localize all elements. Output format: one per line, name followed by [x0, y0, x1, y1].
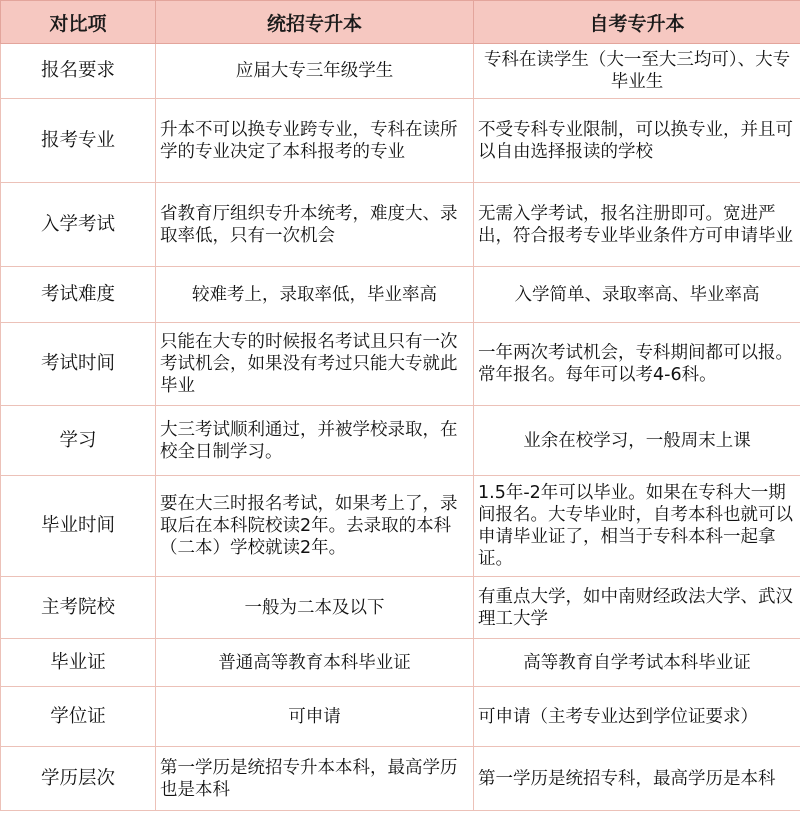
tongzhao-cell: 只能在大专的时候报名考试且只有一次考试机会，如果没有考过只能大专就此毕业 [156, 323, 474, 406]
tongzhao-cell: 应届大专三年级学生 [156, 44, 474, 99]
header-item: 对比项 [1, 1, 156, 44]
table-row [1, 577, 800, 639]
table-row [1, 639, 800, 687]
header-tongzhao: 统招专升本 [156, 1, 474, 44]
table-row [1, 267, 800, 323]
zikao-cell: 入学简单、录取率高、毕业率高 [474, 267, 800, 323]
tongzhao-cell: 普通高等教育本科毕业证 [156, 639, 474, 687]
zikao-cell: 1.5年-2年可以毕业。如果在专科大一期间报名。大专毕业时，自考本科也就可以申请毕业证了，相当于专科本科一起拿证。 [474, 476, 800, 577]
tongzhao-cell: 第一学历是统招专升本本科，最高学历也是本科 [156, 747, 474, 811]
table-row [1, 323, 800, 406]
zikao-cell: 专科在读学生（大一至大三均可）、大专毕业生 [474, 44, 800, 99]
row-label: 学位证 [1, 687, 156, 747]
table-row [1, 44, 800, 99]
row-label: 报考专业 [1, 99, 156, 183]
tongzhao-cell: 大三考试顺利通过，并被学校录取，在校全日制学习。 [156, 406, 474, 476]
row-label: 主考院校 [1, 577, 156, 639]
table-row [1, 687, 800, 747]
table-row [1, 183, 800, 267]
row-label: 报名要求 [1, 44, 156, 99]
row-label: 考试难度 [1, 267, 156, 323]
tongzhao-cell: 省教育厅组织专升本统考，难度大、录取率低，只有一次机会 [156, 183, 474, 267]
zikao-cell: 无需入学考试，报名注册即可。宽进严出，符合报考专业毕业条件方可申请毕业 [474, 183, 800, 267]
row-label: 考试时间 [1, 323, 156, 406]
table-row [1, 99, 800, 183]
tongzhao-cell: 要在大三时报名考试，如果考上了，录取后在本科院校读2年。去录取的本科（二本）学校就读2年。 [156, 476, 474, 577]
row-label: 学习 [1, 406, 156, 476]
tongzhao-cell: 一般为二本及以下 [156, 577, 474, 639]
zikao-cell: 第一学历是统招专科，最高学历是本科 [474, 747, 800, 811]
tongzhao-cell: 升本不可以换专业跨专业，专科在读所学的专业决定了本科报考的专业 [156, 99, 474, 183]
zikao-cell: 不受专科专业限制，可以换专业，并且可以自由选择报读的学校 [474, 99, 800, 183]
table-row [1, 476, 800, 577]
row-label: 毕业时间 [1, 476, 156, 577]
tongzhao-cell: 可申请 [156, 687, 474, 747]
row-label: 毕业证 [1, 639, 156, 687]
zikao-cell: 一年两次考试机会，专科期间都可以报。常年报名。每年可以考4-6科。 [474, 323, 800, 406]
zikao-cell: 有重点大学，如中南财经政法大学、武汉理工大学 [474, 577, 800, 639]
table-row [1, 406, 800, 476]
row-label: 学历层次 [1, 747, 156, 811]
tongzhao-cell: 较难考上，录取率低，毕业率高 [156, 267, 474, 323]
header-row [1, 1, 800, 44]
zikao-cell: 高等教育自学考试本科毕业证 [474, 639, 800, 687]
row-label: 入学考试 [1, 183, 156, 267]
zikao-cell: 业余在校学习，一般周末上课 [474, 406, 800, 476]
table-row [1, 747, 800, 811]
zikao-cell: 可申请（主考专业达到学位证要求） [474, 687, 800, 747]
header-zikao: 自考专升本 [474, 1, 800, 44]
